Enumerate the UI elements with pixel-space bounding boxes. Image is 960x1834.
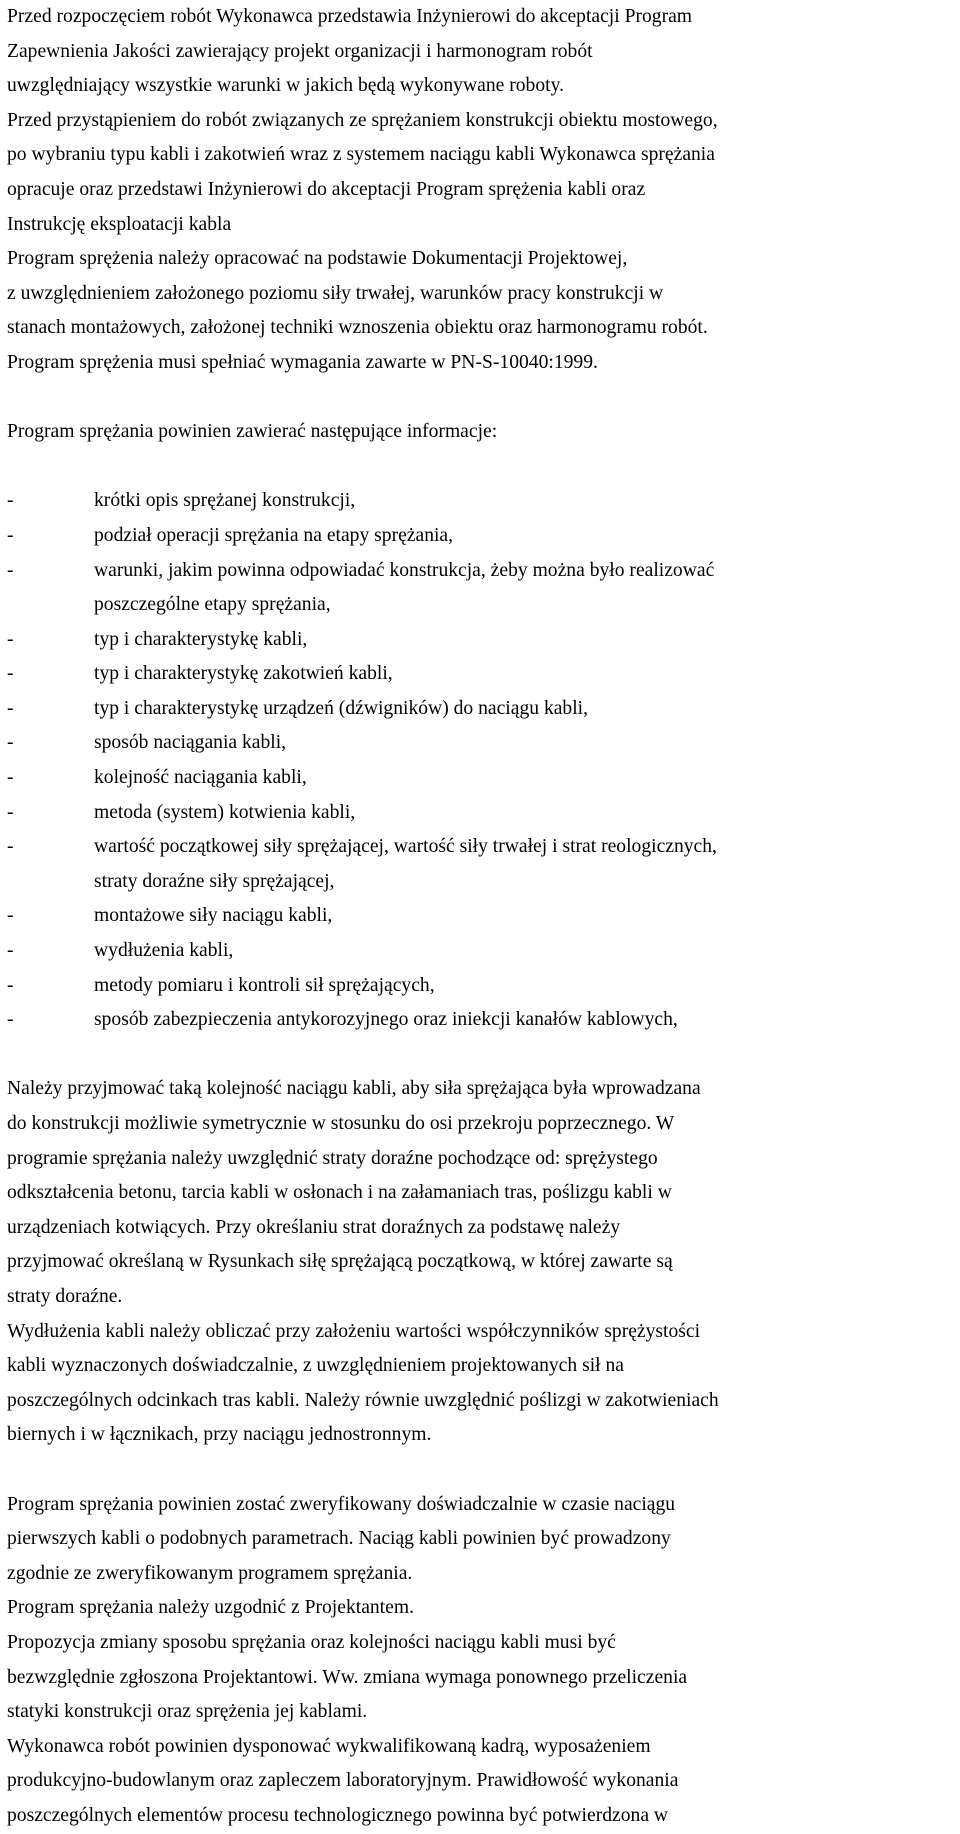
list-item-text: sposób naciągania kabli,: [94, 732, 287, 754]
list-item: [7, 692, 957, 727]
list-item: [7, 623, 957, 658]
list-item-text: kolejność naciągania kabli,: [94, 767, 307, 789]
list-heading: Program sprężania powinien zawierać następujące informacje:: [7, 421, 498, 443]
intro-paragraph-design-basis: Program sprężenia należy opracować na podstawie Dokumentacji Projektowej, z uwzględnieniem założonego poziomu siły trwałej, warunków pracy konstrukcji w stanach montażowych, założonej techniki wznoszenia obiektu oraz harmonogramu robót.: [7, 248, 708, 339]
list-item-text: wartość początkowej siły sprężającej, wartość siły trwałej i strat reologicznych, straty doraźne siły sprężającej,: [94, 836, 717, 892]
list-item: [7, 484, 957, 519]
body-paragraph-designer-approval: Program sprężania należy uzgodnić z Projektantem.: [7, 1597, 414, 1619]
list-dash-marker: -: [7, 974, 14, 996]
list-dash-marker: -: [7, 663, 14, 685]
list-dash-marker: -: [7, 628, 14, 650]
body-paragraph-tension-order: Należy przyjmować taką kolejność naciągu kabli, aby siła sprężająca była wprowadzana do konstrukcji możliwie symetrycznie w stosunku do osi przekroju poprzecznego. W programie sprężania należy uwzględnić straty doraźne pochodzące od: sprężystego odkształcenia betonu, tarcia kabli w osłonach i na załamaniach tras, poślizgu kabli w urządzeniach kotwiących. Przy określaniu strat doraźnych za podstawę należy przyjmować określaną w Rysunkach siłę sprężającą początkową, w której zawarte są straty doraźne.: [7, 1078, 701, 1307]
list-item: [7, 796, 957, 831]
list-dash-marker: -: [7, 940, 14, 962]
list-dash-marker: -: [7, 905, 14, 927]
list-item: [7, 761, 957, 796]
paragraph-gap: [7, 1038, 957, 1073]
list-dash-marker: -: [7, 490, 14, 512]
body-paragraph-elongation: Wydłużenia kabli należy obliczać przy założeniu wartości współczynników sprężystości kabli wyznaczonych doświadczalnie, z uwzględnieniem projektowanych sił na poszczególnych odcinkach tras kabli. Należy równie uwzględnić poślizgi w zakotwieniach biernych i w łącznikach, przy naciągu jednostronnym.: [7, 1320, 719, 1446]
body-paragraph-change-proposal: Propozycja zmiany sposobu sprężania oraz kolejności naciągu kabli musi być bezwzględnie zgłoszona Projektantowi. Ww. zmiana wymaga ponownego przeliczenia statyki konstrukcji oraz sprężenia jej kablami.: [7, 1631, 688, 1723]
document-page: [7, 0, 957, 1833]
list-item-text: podział operacji sprężania na etapy sprężania,: [94, 524, 454, 546]
list-dash-marker: -: [7, 801, 14, 823]
list-item-text: montażowe siły naciągu kabli,: [94, 905, 333, 927]
list-item: [7, 830, 957, 899]
paragraph-gap: [7, 450, 957, 485]
intro-paragraph-prestress-program: Przed przystąpieniem do robót związanych ze sprężaniem konstrukcji obiektu mostowego, po wybraniu typu kabli i zakotwień wraz z systemem naciągu kabli Wykonawca sprężania opracuje oraz przedstawi Inżynierowi do akceptacji Program sprężenia kabli oraz Instrukcję eksploatacji kabla: [7, 109, 718, 235]
list-dash-marker: -: [7, 732, 14, 754]
list-item: [7, 657, 957, 692]
body-paragraph-verification: Program sprężania powinien zostać zweryfikowany doświadczalnie w czasie naciągu pierwszych kabli o podobnych parametrach. Naciąg kabli powinien być prowadzony zgodnie ze zweryfikowanym programem sprężania.: [7, 1493, 676, 1584]
list-item: [7, 934, 957, 969]
paragraph-gap: [7, 381, 957, 416]
list-item: [7, 554, 957, 623]
list-dash-marker: -: [7, 559, 14, 581]
list-item: [7, 519, 957, 554]
list-item-text: sposób zabezpieczenia antykorozyjnego oraz iniekcji kanałów kablowych,: [94, 1009, 678, 1031]
list-item-text: warunki, jakim powinna odpowiadać konstrukcja, żeby można było realizować poszczególne etapy sprężania,: [94, 559, 715, 616]
list-item-text: metoda (system) kotwienia kabli,: [94, 801, 356, 823]
list-dash-marker: -: [7, 697, 14, 719]
list-item: [7, 726, 957, 761]
information-list: [7, 484, 957, 1038]
intro-paragraph-standard: Program sprężenia musi spełniać wymagania zawarte w PN-S-10040:1999.: [7, 351, 598, 373]
list-item: [7, 1003, 957, 1038]
list-item-text: krótki opis sprężanej konstrukcji,: [94, 490, 356, 512]
list-item-text: typ i charakterystykę urządzeń (dźwigników) do naciągu kabli,: [94, 697, 589, 719]
list-dash-marker: -: [7, 524, 14, 546]
list-dash-marker: -: [7, 1009, 14, 1031]
list-item-text: metody pomiaru i kontroli sił sprężających,: [94, 974, 435, 996]
body-paragraph-contractor-staff: Wykonawca robót powinien dysponować wykwalifikowaną kadrą, wyposażeniem produkcyjno-budowlanym oraz zapleczem laboratoryjnym. Prawidłowość wykonania poszczególnych elementów procesu technologicznego powinna być potwierdzona w: [7, 1735, 679, 1826]
list-item: [7, 969, 957, 1004]
list-item-text: typ i charakterystykę kabli,: [94, 628, 308, 650]
list-item-text: typ i charakterystykę zakotwień kabli,: [94, 663, 393, 685]
list-item: [7, 899, 957, 934]
list-dash-marker: -: [7, 836, 14, 858]
list-item-text: wydłużenia kabli,: [94, 940, 234, 962]
list-dash-marker: -: [7, 767, 14, 789]
intro-paragraph-quality-program: Przed rozpoczęciem robót Wykonawca przedstawia Inżynierowi do akceptacji Program Zapewnienia Jakości zawierający projekt organizacji i harmonogram robót uwzględniający wszystkie warunki w jakich będą wykonywane roboty.: [7, 6, 693, 97]
paragraph-gap: [7, 1453, 957, 1488]
